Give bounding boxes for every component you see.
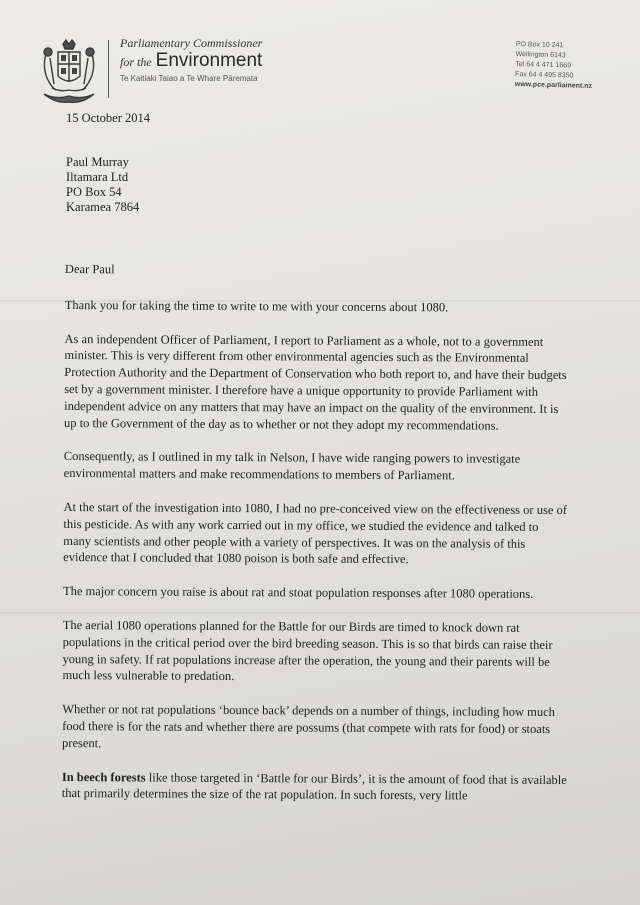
contact-website: www.pce.parliament.nz [514,80,593,91]
org-environment-text: Environment [155,50,263,71]
paragraph-text: like those targeted in ‘Battle for our Birds’, it is the amount of food that is available that primarily determines the size of the rat population. In such forests, very little [61,770,567,803]
paragraph: Whether or not rat populations ‘bounce back’ depends on a number of things, including how much food there is for the rats and whether there are possums (that compete with rats for food) or stoats present. [62,702,555,750]
salutation: Dear Paul [64,261,115,277]
recipient-address [66,155,139,215]
letter-body [62,261,570,822]
org-title-line: Parliamentary Commissioner [120,36,263,50]
org-for-text: for the [120,55,152,69]
bold-phrase: In beech forests [61,769,146,785]
recipient-po-box: PO Box 54 [66,185,122,199]
contact-fax: Fax 64 4 495 8350 [515,70,574,80]
recipient-name: Paul Murray [66,155,129,169]
recipient-company: Iltamara Ltd [66,170,129,184]
letterhead-divider [108,40,109,98]
paragraph [62,769,567,806]
paragraph: The major concern you raise is about rat and stoat population responses after 1080 operations. [62,584,534,602]
coat-of-arms-icon [36,38,102,106]
recipient-locality: Karamea 7864 [66,200,140,214]
paragraph: Thank you for taking the time to write to me with your concerns about 1080. [64,297,449,315]
letter-date: 15 October 2014 [66,111,151,125]
paragraph: Consequently, as I outlined in my talk in Nelson, I have wide ranging powers to investigate environmental matters and make recommendations to members of Parliament. [63,449,521,483]
contact-po-box: PO Box 10 241 [515,40,564,50]
paragraph: The aerial 1080 operations planned for the Battle for our Birds are timed to knock down rat populations in the critical period over the bird breeding season. This is so that birds can raise their young in safety. If rat populations increase after the operation, the young and their parents will be much less vulnerable to predation. [62,617,553,684]
paragraph: As an independent Officer of Parliament, I report to Parliament as a whole, not to a government minister. This is very different from other environmental agencies such as the Environmental Protection Authority and the Department of Conservation who both report to, and have their budgets set by a government minister. I therefore have a unique opportunity to provide Parliament with independent advice on any matters that may have an impact on the quality of the environment. It is up to the Government of the day as to whether or not they adopt my recommendations. [63,331,567,433]
org-title-line-2 [120,50,262,73]
contact-city: Wellington 6143 [515,50,566,60]
contact-tel: Tel 64 4 471 1669 [515,60,572,70]
org-maori-name: Te Kaitiaki Taiao a Te Whare Pāremata [120,74,258,83]
paragraph: At the start of the investigation into 1080, I had no pre-conceived view on the effectiveness or use of this pesticide. As with any work carried out in my office, we studied the evidence and talked to many scientists and other people with a variety of perspectives. It was on the analysis of this evidence that I concluded that 1080 poison is both safe and effective. [63,499,567,567]
letterhead-organization [120,36,262,85]
letterhead-contact-block [515,40,593,92]
